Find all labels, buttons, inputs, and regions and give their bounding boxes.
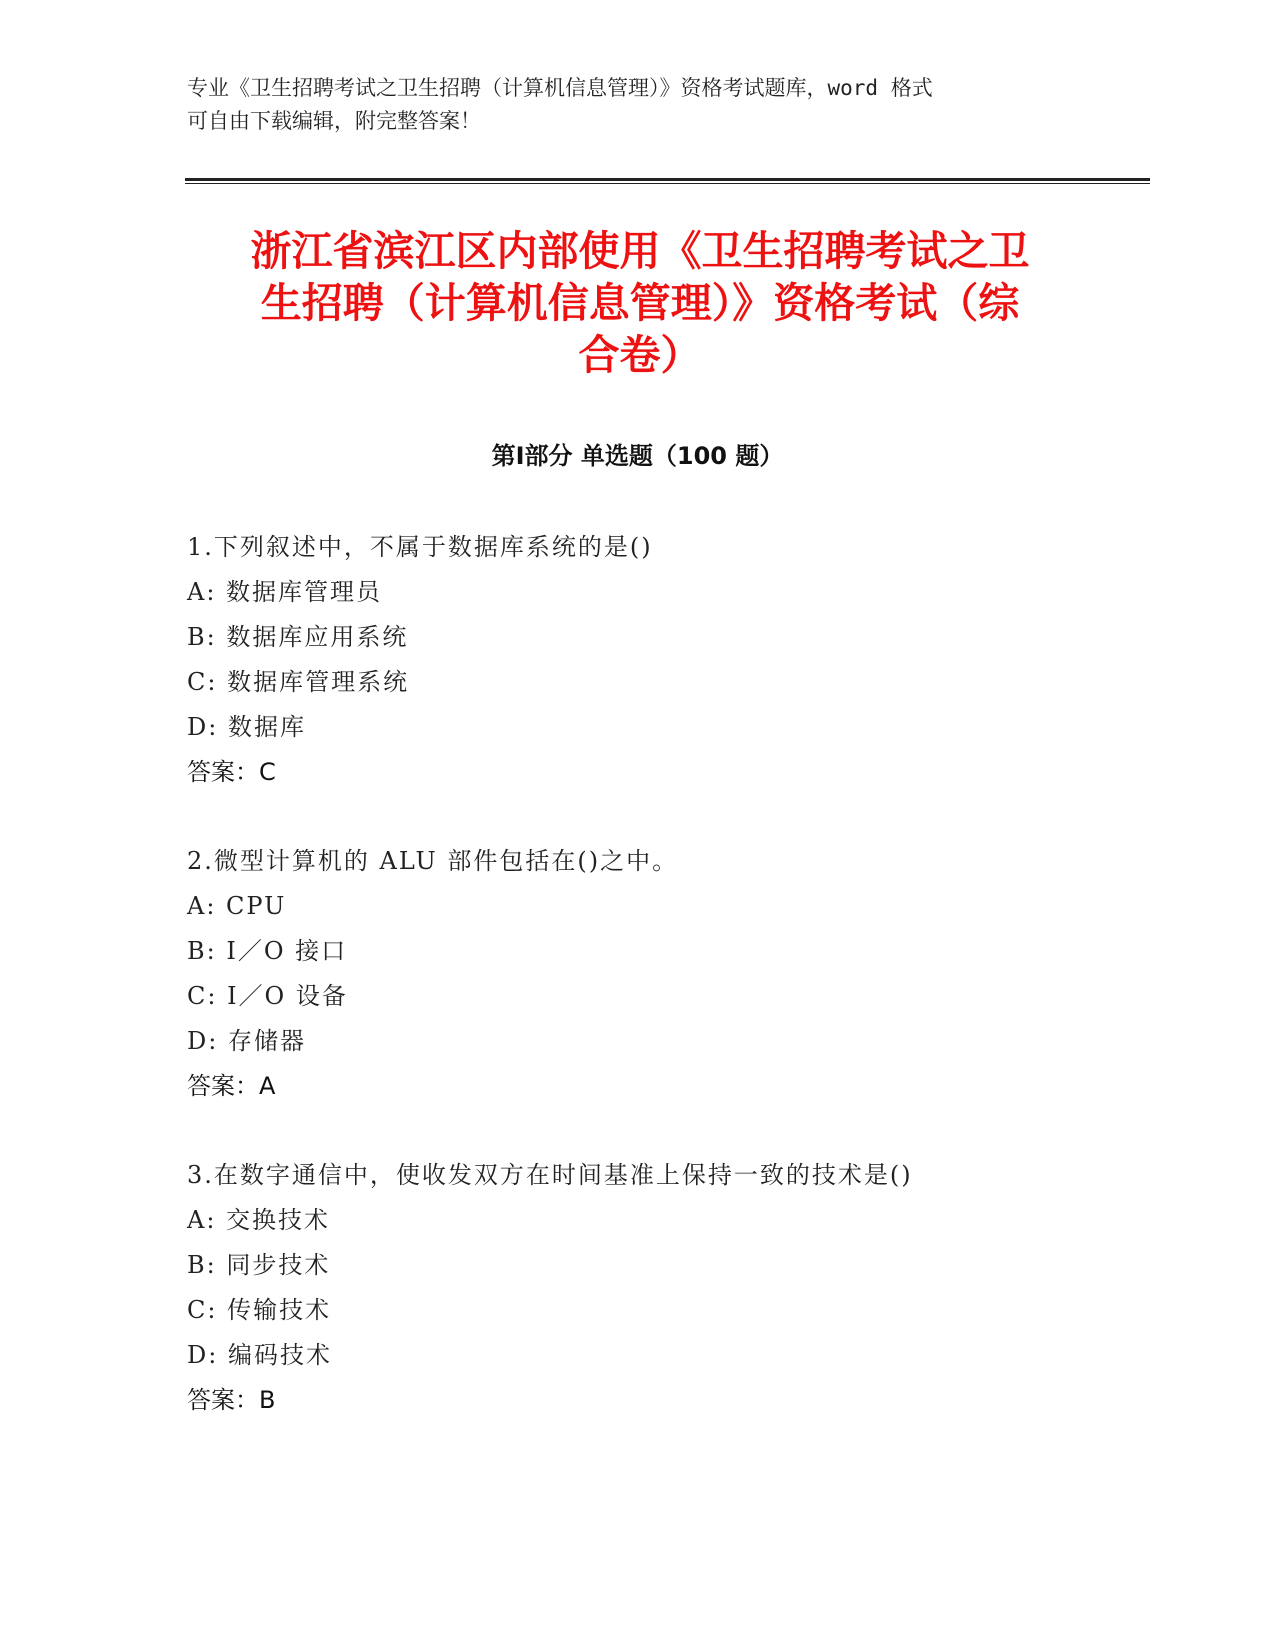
question-stem: 3.在数字通信中，使收发双方在时间基准上保持一致的技术是() — [187, 1161, 913, 1189]
question-stem: 2.微型计算机的 ALU 部件包括在()之中。 — [187, 847, 679, 875]
question-2 — [187, 839, 1087, 1109]
answer: 答案：C — [187, 758, 276, 786]
option-c: C: 数据库管理系统 — [187, 668, 410, 696]
header-note — [187, 72, 1077, 138]
document-title-line-1: 浙江省滨江区内部使用《卫生招聘考试之卫 — [250, 227, 1030, 275]
document-title — [180, 225, 1100, 381]
option-b: B: 同步技术 — [187, 1251, 331, 1279]
document-title-line-3: 合卷） — [578, 331, 702, 379]
option-d: D: 存储器 — [187, 1027, 306, 1055]
option-b: B: 数据库应用系统 — [187, 623, 409, 651]
answer: 答案：A — [187, 1072, 276, 1100]
option-a: A: 数据库管理员 — [187, 578, 383, 606]
header-divider-thick — [185, 178, 1150, 181]
header-note-line-1: 专业《卫生招聘考试之卫生招聘（计算机信息管理）》资格考试题库，word 格式 — [187, 76, 933, 100]
option-c: C: I／O 设备 — [187, 982, 348, 1010]
option-a: A: CPU — [187, 892, 287, 920]
option-b: B: I／O 接口 — [187, 937, 348, 965]
document-title-line-2: 生招聘（计算机信息管理）》资格考试（综 — [260, 279, 1020, 327]
header-note-line-2: 可自由下载编辑，附完整答案！ — [187, 109, 481, 133]
question-stem: 1.下列叙述中，不属于数据库系统的是() — [187, 533, 653, 561]
section-heading: 第Ⅰ部分 单选题（100 题） — [491, 442, 784, 470]
question-1 — [187, 525, 1087, 795]
header-divider-thin — [185, 183, 1150, 184]
option-d: D: 数据库 — [187, 713, 306, 741]
option-d: D: 编码技术 — [187, 1341, 332, 1369]
option-a: A: 交换技术 — [187, 1206, 331, 1234]
answer: 答案：B — [187, 1386, 276, 1414]
question-3 — [187, 1153, 1087, 1423]
question-list — [187, 525, 1087, 1467]
option-c: C: 传输技术 — [187, 1296, 332, 1324]
